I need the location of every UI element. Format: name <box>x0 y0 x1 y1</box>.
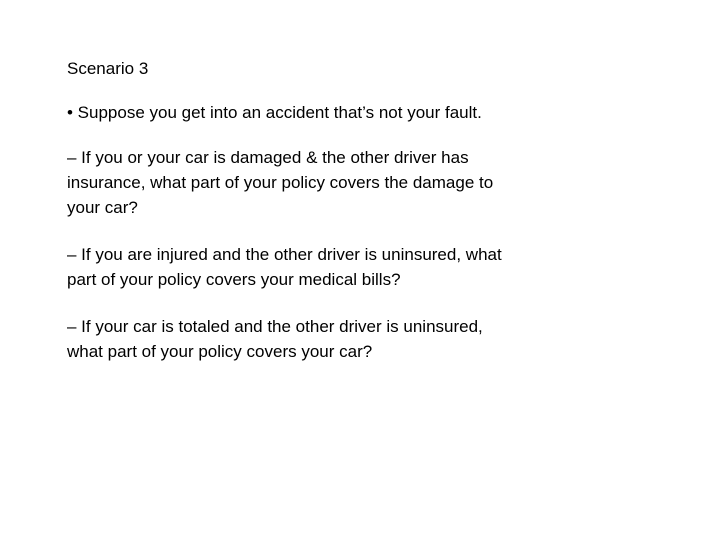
question-injury: – If you are injured and the other driver is uninsured, what part of your policy covers your medical bills? <box>67 245 502 289</box>
main-bullet: • Suppose you get into an accident that’s not your fault. <box>67 103 482 122</box>
slide-content <box>67 57 627 386</box>
question-damage: – If you or your car is damaged & the other driver has insurance, what part of your policy covers the damage to your car? <box>67 148 494 217</box>
slide-title: Scenario 3 <box>67 59 149 78</box>
question-totaled: – If your car is totaled and the other driver is uninsured, what part of your policy covers your car? <box>67 317 483 361</box>
